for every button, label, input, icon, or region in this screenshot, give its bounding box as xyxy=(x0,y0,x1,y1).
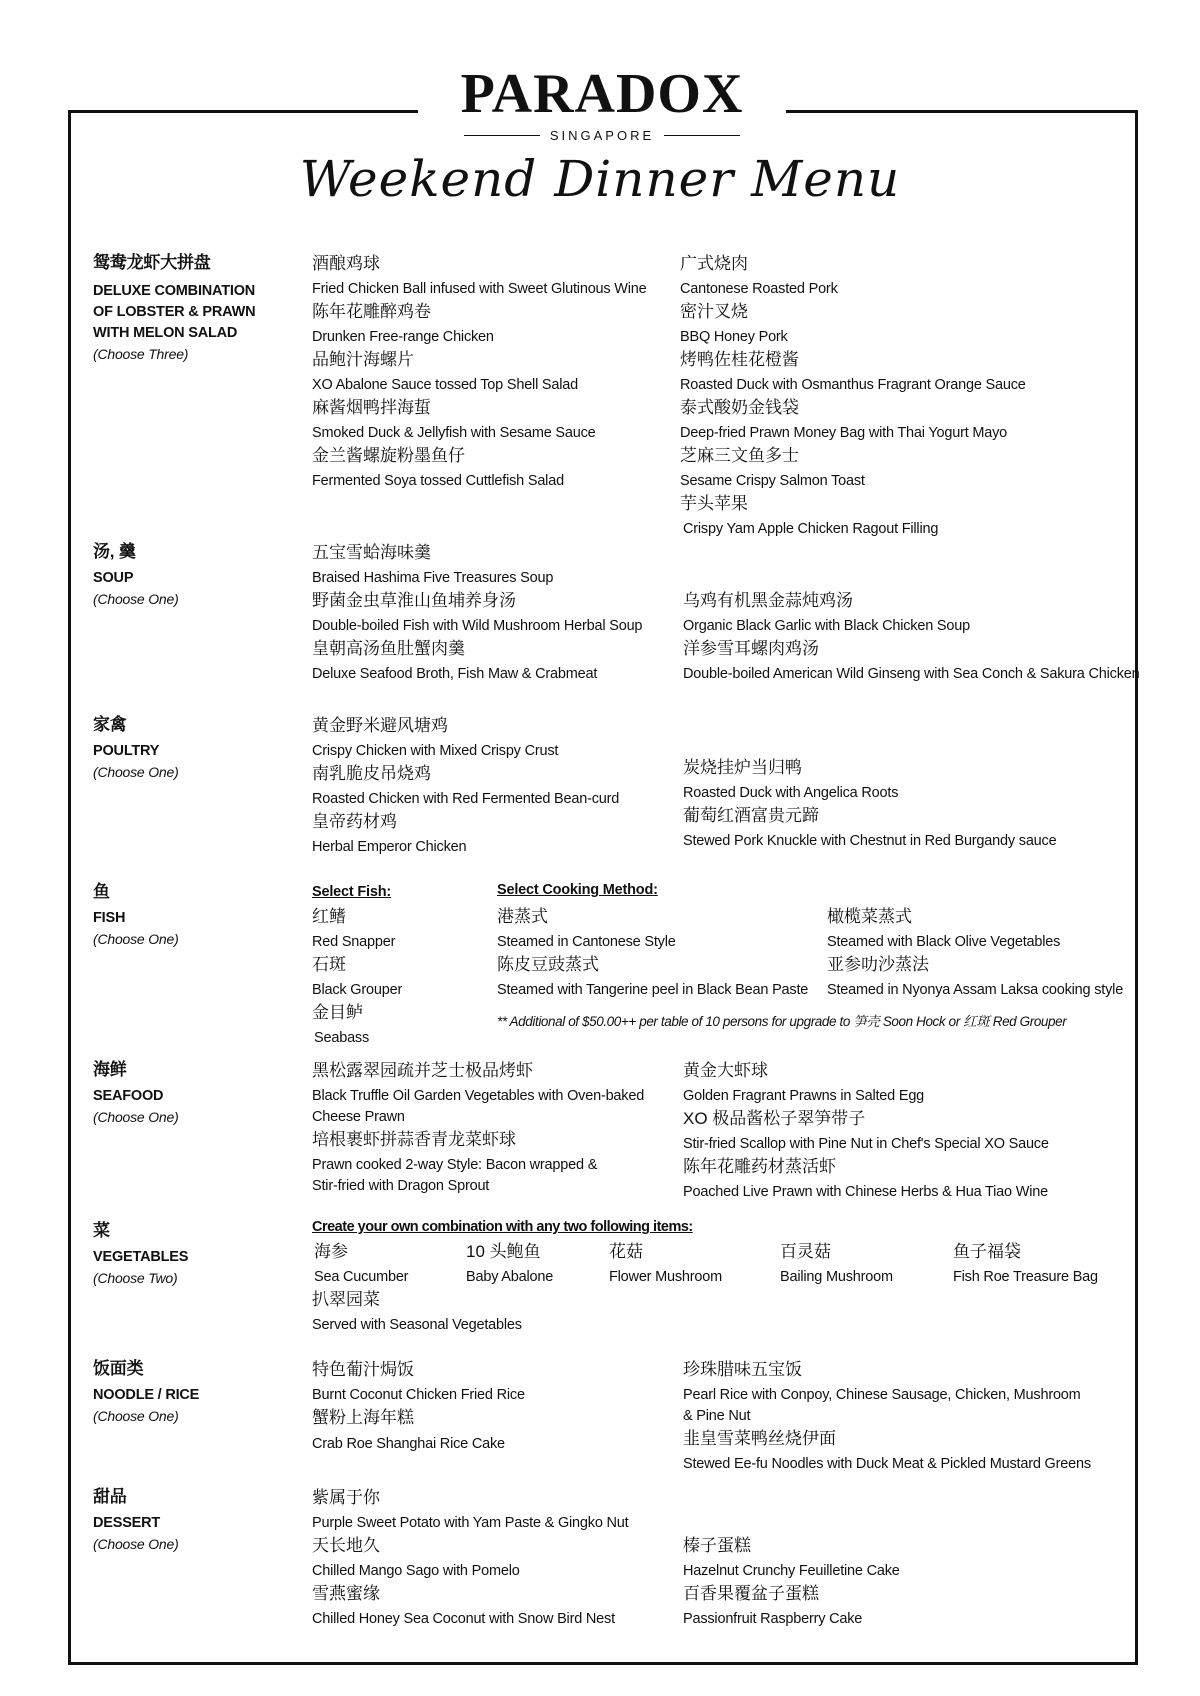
dish-cn: 泰式酸奶金钱袋 xyxy=(680,398,799,417)
section-note: (Choose One) xyxy=(93,764,179,780)
dish-en: Roasted Duck with Angelica Roots xyxy=(683,785,899,801)
section-en-title: SOUP xyxy=(93,570,134,586)
dish-cn: 陈年花雕醉鸡卷 xyxy=(312,302,431,321)
dish-en: Stir-fried with Dragon Sprout xyxy=(312,1178,490,1194)
dish-cn: 品鲍汁海螺片 xyxy=(312,350,414,369)
section-en-title: FISH xyxy=(93,910,126,926)
divider xyxy=(664,135,740,136)
dish-en: & Pine Nut xyxy=(683,1408,751,1424)
section-note: (Choose Two) xyxy=(93,1270,178,1286)
section-cn-title: 菜 xyxy=(93,1221,110,1240)
veg-item-cn: 百灵菇 xyxy=(780,1242,831,1261)
method-cn: 亚参叻沙蒸法 xyxy=(827,955,929,974)
dish-cn: 芝麻三文鱼多士 xyxy=(680,446,799,465)
section-note: (Choose One) xyxy=(93,931,179,947)
dish-cn: 皇朝高汤鱼肚蟹肉羹 xyxy=(312,639,465,658)
dish-en: Double-boiled Fish with Wild Mushroom Herbal Soup xyxy=(312,618,643,634)
menu-title: Weekend Dinner Menu xyxy=(299,150,901,208)
dish-en: Poached Live Prawn with Chinese Herbs & Hua Tiao Wine xyxy=(683,1184,1048,1200)
brand-name: PARADOX xyxy=(460,63,744,125)
section-note: (Choose Three) xyxy=(93,346,189,362)
fish-en: Red Snapper xyxy=(312,934,396,950)
section-en-title: WITH MELON SALAD xyxy=(93,325,238,341)
dish-en: Pearl Rice with Conpoy, Chinese Sausage, Chicken, Mushroom xyxy=(683,1387,1081,1403)
dish-cn: 炭烧挂炉当归鸭 xyxy=(683,758,802,777)
dish-en: Crispy Chicken with Mixed Crispy Crust xyxy=(312,743,559,759)
section-en-title: OF LOBSTER & PRAWN xyxy=(93,304,256,320)
dish-en: Double-boiled American Wild Ginseng with Sea Conch & Sakura Chicken xyxy=(683,666,1140,682)
fish-en: Seabass xyxy=(314,1030,370,1046)
dish-en: Stir-fried Scallop with Pine Nut in Chef's Special XO Sauce xyxy=(683,1136,1049,1152)
dish-cn: 烤鸭佐桂花橙酱 xyxy=(680,350,799,369)
section-cn-title: 鸳鸯龙虾大拼盘 xyxy=(93,253,211,272)
dish-en: Golden Fragrant Prawns in Salted Egg xyxy=(683,1088,925,1104)
section-note: (Choose One) xyxy=(93,1109,179,1125)
dish-en: Herbal Emperor Chicken xyxy=(312,839,467,855)
dish-en: Fermented Soya tossed Cuttlefish Salad xyxy=(312,473,564,489)
upgrade-note: ** Additional of $50.00++ per table of 10 persons for upgrade to 笋壳 Soon Hock or 红斑 Red Grouper xyxy=(497,1014,1067,1029)
method-en: Steamed with Tangerine peel in Black Bean Paste xyxy=(497,982,809,998)
dish-en: Stewed Ee-fu Noodles with Duck Meat & Pickled Mustard Greens xyxy=(683,1456,1091,1472)
dish-en: Braised Hashima Five Treasures Soup xyxy=(312,570,554,586)
dish-en: Passionfruit Raspberry Cake xyxy=(683,1611,863,1627)
dish-en: Organic Black Garlic with Black Chicken Soup xyxy=(683,618,970,634)
section-en-title: DELUXE COMBINATION xyxy=(93,283,256,299)
fish-cn: 红鳍 xyxy=(312,907,346,926)
dish-cn: 培根裹虾拼蒜香青龙菜虾球 xyxy=(312,1130,516,1149)
dish-en: Smoked Duck & Jellyfish with Sesame Sauce xyxy=(312,425,596,441)
section-en-title: NOODLE / RICE xyxy=(93,1387,200,1403)
section-cn-title: 鱼 xyxy=(93,882,110,901)
dish-en: Roasted Duck with Osmanthus Fragrant Orange Sauce xyxy=(680,377,1026,393)
dish-cn: 天长地久 xyxy=(312,1536,380,1555)
brand-location-row xyxy=(418,128,786,143)
fish-en: Black Grouper xyxy=(312,982,403,998)
dish-cn: 蟹粉上海年糕 xyxy=(312,1408,414,1427)
method-en: Steamed in Nyonya Assam Laksa cooking style xyxy=(827,982,1124,998)
section-cn-title: 汤, 羹 xyxy=(93,542,136,561)
veg-base-cn: 扒翠园菜 xyxy=(312,1290,380,1309)
dish-cn: 韭皇雪菜鸭丝烧伊面 xyxy=(683,1429,836,1448)
dish-en: Crab Roe Shanghai Rice Cake xyxy=(312,1436,505,1452)
section-en-title: SEAFOOD xyxy=(93,1088,164,1104)
dish-cn: 乌鸡有机黑金蒜炖鸡汤 xyxy=(683,591,853,610)
dish-cn: 黄金大虾球 xyxy=(683,1061,768,1080)
section-cn-title: 甜品 xyxy=(93,1487,127,1506)
divider xyxy=(464,135,540,136)
dish-cn: 五宝雪蛤海味羹 xyxy=(312,543,431,562)
section-en-title: DESSERT xyxy=(93,1515,161,1531)
dish-en: Stewed Pork Knuckle with Chestnut in Red Burgandy sauce xyxy=(683,833,1057,849)
dish-cn: 广式烧肉 xyxy=(680,254,748,273)
dish-en: Fried Chicken Ball infused with Sweet Glutinous Wine xyxy=(312,281,647,297)
veg-item-cn: 海参 xyxy=(314,1242,348,1261)
dish-en: Hazelnut Crunchy Feuilletine Cake xyxy=(683,1563,900,1579)
section-note: (Choose One) xyxy=(93,1536,179,1552)
dish-cn: 密汁叉烧 xyxy=(680,302,748,321)
section-en-title: POULTRY xyxy=(93,743,160,759)
dish-cn: 百香果覆盆子蛋糕 xyxy=(683,1584,819,1603)
veg-item-en: Baby Abalone xyxy=(466,1269,554,1285)
dish-en: Cheese Prawn xyxy=(312,1109,405,1125)
veg-item-cn: 10 头鲍鱼 xyxy=(466,1242,541,1261)
dish-cn: 洋参雪耳螺肉鸡汤 xyxy=(683,639,819,658)
dish-en: Burnt Coconut Chicken Fried Rice xyxy=(312,1387,525,1403)
veg-item-en: Sea Cucumber xyxy=(314,1269,409,1285)
dish-cn: 皇帝药材鸡 xyxy=(312,812,397,831)
method-cn: 港蒸式 xyxy=(497,907,548,926)
dish-en: Deluxe Seafood Broth, Fish Maw & Crabmeat xyxy=(312,666,598,682)
dish-cn: 葡萄红酒富贵元蹄 xyxy=(683,806,819,825)
veg-item-en: Flower Mushroom xyxy=(609,1269,723,1285)
dish-en: Sesame Crispy Salmon Toast xyxy=(680,473,865,489)
dish-cn: 黄金野米避风塘鸡 xyxy=(312,716,448,735)
brand-logo xyxy=(418,64,786,143)
section-en-title: VEGETABLES xyxy=(93,1249,189,1265)
fish-cn: 金目鲈 xyxy=(312,1003,363,1022)
method-cn: 陈皮豆豉蒸式 xyxy=(497,955,599,974)
veg-item-en: Bailing Mushroom xyxy=(780,1269,893,1285)
dish-en: XO Abalone Sauce tossed Top Shell Salad xyxy=(312,377,579,393)
fish-cn: 石斑 xyxy=(312,955,346,974)
dish-en: Chilled Honey Sea Coconut with Snow Bird Nest xyxy=(312,1611,615,1627)
dish-en: BBQ Honey Pork xyxy=(680,329,788,345)
dish-en: Chilled Mango Sago with Pomelo xyxy=(312,1563,520,1579)
section-cn-title: 家禽 xyxy=(93,715,127,734)
method-cn: 橄榄菜蒸式 xyxy=(827,907,912,926)
select-method-label: Select Cooking Method: xyxy=(497,882,658,898)
dish-en: Purple Sweet Potato with Yam Paste & Gingko Nut xyxy=(312,1515,629,1531)
veg-item-cn: 花菇 xyxy=(609,1242,643,1261)
dish-cn: 榛子蛋糕 xyxy=(683,1536,751,1555)
veg-base-en: Served with Seasonal Vegetables xyxy=(312,1317,522,1333)
dish-cn: 芋头苹果 xyxy=(680,494,748,513)
section-note: (Choose One) xyxy=(93,1408,179,1424)
dish-en: Deep-fried Prawn Money Bag with Thai Yogurt Mayo xyxy=(680,425,1008,441)
dish-en: Black Truffle Oil Garden Vegetables with Oven-baked xyxy=(312,1088,645,1104)
dish-cn: XO 极品酱松子翠笋带子 xyxy=(683,1109,866,1128)
veg-item-en: Fish Roe Treasure Bag xyxy=(953,1269,1098,1285)
brand-location: SINGAPORE xyxy=(549,128,655,143)
dish-cn: 珍珠腊味五宝饭 xyxy=(683,1360,802,1379)
vegetables-intro: Create your own combination with any two following items: xyxy=(312,1219,693,1235)
dish-en: Crispy Yam Apple Chicken Ragout Filling xyxy=(683,521,939,537)
dish-cn: 金兰酱螺旋粉墨鱼仔 xyxy=(312,446,465,465)
dish-cn: 紫属于你 xyxy=(312,1488,380,1507)
dish-cn: 陈年花雕药材蒸活虾 xyxy=(683,1157,836,1176)
dish-en: Drunken Free-range Chicken xyxy=(312,329,494,345)
section-cn-title: 饭面类 xyxy=(93,1359,144,1378)
veg-item-cn: 鱼子福袋 xyxy=(953,1242,1021,1261)
dish-en: Cantonese Roasted Pork xyxy=(680,281,838,297)
section-note: (Choose One) xyxy=(93,591,179,607)
method-en: Steamed in Cantonese Style xyxy=(497,934,676,950)
dish-cn: 南乳脆皮吊烧鸡 xyxy=(312,764,431,783)
dish-cn: 野菌金虫草淮山鱼埔养身汤 xyxy=(312,591,516,610)
section-cn-title: 海鲜 xyxy=(93,1060,127,1079)
dish-cn: 麻酱烟鸭拌海蜇 xyxy=(312,398,431,417)
method-en: Steamed with Black Olive Vegetables xyxy=(827,934,1061,950)
dish-cn: 特色葡汁焗饭 xyxy=(312,1360,414,1379)
dish-cn: 雪燕蜜缘 xyxy=(312,1584,380,1603)
dish-cn: 黑松露翠园疏并芝士极品烤虾 xyxy=(312,1061,533,1080)
dish-cn: 酒酿鸡球 xyxy=(312,254,380,273)
dish-en: Prawn cooked 2-way Style: Bacon wrapped & xyxy=(312,1157,598,1173)
select-fish-label: Select Fish: xyxy=(312,884,391,900)
dish-en: Roasted Chicken with Red Fermented Bean-curd xyxy=(312,791,620,807)
